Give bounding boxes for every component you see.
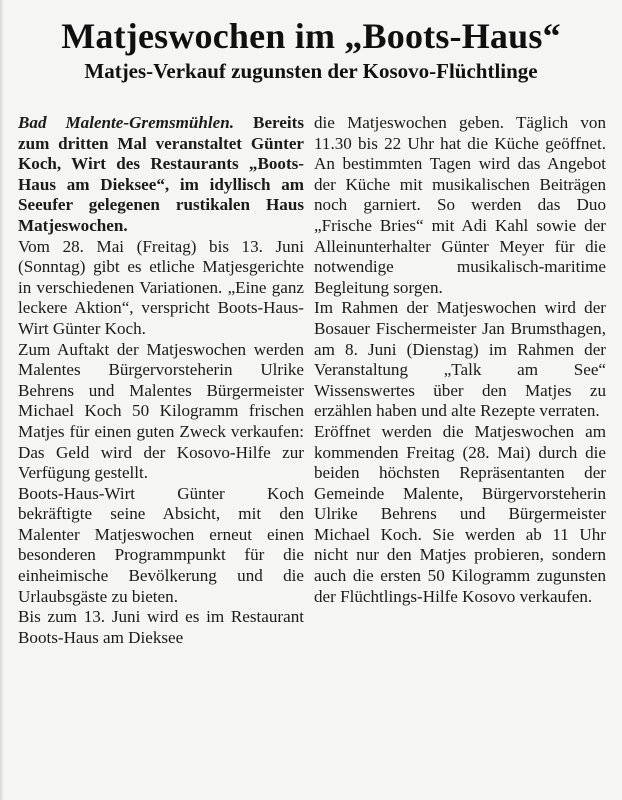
article-column-right [314,113,606,607]
body-paragraph: die Matjeswochen geben. Täglich von 11.30 bis 22 Uhr hat die Küche geöffnet. An bestimmten Tagen wird das Angebot der Küche mit musikalischen Beiträgen noch garniert. So werden das Duo „Frische Bries“ mit Adi Kahl sowie der Alleinunterhalter Günter Meyer für die notwendige musikalisch-maritime Begleitung sorgen. [314,113,606,297]
article-column-left [18,113,304,648]
body-paragraph: Im Rahmen der Matjeswochen wird der Bosauer Fischermeister Jan Brumsthagen, am 8. Juni (Dienstag) im Rahmen der Veranstaltung „Talk am See“ Wissenswertes über den Matjes zu erzählen haben und alte Rezepte verraten. [314,298,606,421]
scan-edge-shadow [0,0,4,800]
article-subheadline: Matjes-Verkauf zugunsten der Kosovo-Flüchtlinge [84,59,538,83]
article-lead-paragraph [18,113,304,237]
lead-text: Bereits zum dritten Mal veranstaltet Günter Koch, Wirt des Restaurants „Boots-Haus am Dieksee“, im idyllisch am Seeufer gelegenen rustikalen Haus Matjeswochen. [18,113,304,235]
article-headline: Matjeswochen im „Boots-Haus“ [61,16,561,56]
body-paragraph: Boots-Haus-Wirt Günter Koch bekräftigte seine Absicht, mit den Malenter Matjeswochen erneut einen besonderen Programmpunkt für die einheimische Bevölkerung und die Urlaubsgäste zu bieten. [18,483,304,606]
body-paragraph: Zum Auftakt der Matjeswochen werden Malentes Bürgervorsteherin Ulrike Behrens und Malentes Bürgermeister Michael Koch 50 Kilogramm frischen Matjes für einen guten Zweck verkaufen: Das Geld wird der Kosovo-Hilfe zur Verfügung gestellt. [18,339,304,483]
body-paragraph: Bis zum 13. Juni wird es im Restaurant Boots-Haus am Dieksee [18,607,304,647]
body-paragraph: Eröffnet werden die Matjeswochen am kommenden Freitag (28. Mai) durch die beiden höchsten Repräsentanten der Gemeinde Malente, Bürgervorsteherin Ulrike Behrens und Bürgermeister Michael Koch. Sie werden ab 11 Uhr nicht nur den Matjes probieren, sondern auch die ersten 50 Kilogramm zugunsten der Flüchtlings-Hilfe Kosovo verkaufen. [314,421,606,606]
body-paragraph: Vom 28. Mai (Freitag) bis 13. Juni (Sonntag) gibt es etliche Matjesgerichte in verschiedenen Variationen. „Eine ganz leckere Aktion“, verspricht Boots-Haus-Wirt Günter Koch. [18,236,304,338]
dateline: Bad Malente-Gremsmühlen. [18,113,235,132]
